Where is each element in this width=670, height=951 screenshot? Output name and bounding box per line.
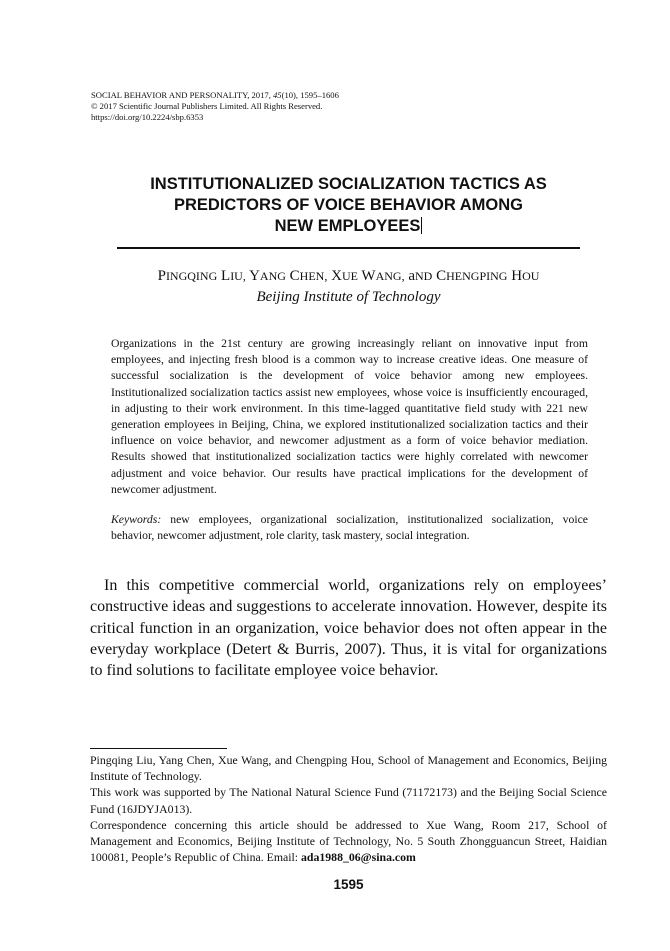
- email-link[interactable]: ada1988_06@sina.com: [301, 850, 416, 865]
- footnote-affiliation: Pingqing Liu, Yang Chen, Xue Wang, and Chengping Hou, School of Management and Economics, Beijing Institute of Technology.: [90, 753, 607, 784]
- affiliation: Beijing Institute of Technology: [256, 289, 441, 305]
- title-line-1: INSTITUTIONALIZED SOCIALIZATION TACTICS AS: [150, 175, 547, 193]
- authors: PINGQING LIU, YANG CHEN, XUE WANG, aND CHENGPING HOU: [157, 268, 540, 284]
- citation-line: [91, 90, 511, 101]
- footnote-correspondence: [90, 817, 607, 866]
- title-line-3: NEW EMPLOYEES: [274, 217, 421, 235]
- article-title: [90, 174, 607, 237]
- keywords: [111, 512, 588, 544]
- keywords-label: Keywords:: [111, 513, 162, 526]
- citation-suffix: (10), 1595–1606: [281, 90, 339, 100]
- citation-prefix: SOCIAL BEHAVIOR AND PERSONALITY, 2017,: [91, 90, 273, 100]
- page-number: 1595: [333, 877, 364, 892]
- footnotes: [90, 752, 607, 865]
- footnote-funding: This work was supported by The National Natural Science Fund (71172173) and the Beijing Social Science Fund (16JDYJA013).: [90, 785, 607, 816]
- title-line-3-wrap: [90, 216, 607, 237]
- text-cursor: [421, 217, 422, 234]
- title-line-2: PREDICTORS OF VOICE BEHAVIOR AMONG: [174, 196, 523, 214]
- doi-link[interactable]: https://doi.org/10.2224/sbp.6353: [91, 112, 204, 122]
- journal-header: [91, 90, 511, 123]
- title-divider: [117, 247, 580, 249]
- footnote-divider: [90, 748, 227, 749]
- citation-volume: 45: [273, 90, 282, 100]
- keywords-text: new employees, organizational socialization, institutionalized socialization, voice behavior, newcomer adjustment, role clarity, task mastery, social integration.: [111, 513, 588, 543]
- copyright-line: © 2017 Scientific Journal Publishers Limited. All Rights Reserved.: [91, 101, 323, 111]
- body-paragraph: In this competitive commercial world, organizations rely on employees’ constructive ideas and suggestions to accelerate innovation. However, despite its critical function in an organization, voice behavior does not often appear in the everyday workplace (Detert & Burris, 2007). Thus, it is vital for organizations to find solutions to facilitate employee voice behavior.: [90, 577, 607, 680]
- correspondence-text: Correspondence concerning this article should be addressed to Xue Wang, Room 217, School of Management and Economics, Beijing Institute of Technology, No. 5 South Zhongguancun Street, Haidian 100081, People’s Republic of China. Email:: [90, 817, 607, 865]
- abstract: Organizations in the 21st century are growing increasingly reliant on innovative input from employees, and injecting fresh blood is a common way to increase creative ideas. One measure of successful socialization is the development of voice behavior among new employees. Institutionalized socialization tactics assist new employees, whose voice is insufficiently encouraged, in adjusting to their work environment. In this time-lagged quantitative field study with 221 new generation employees in Beijing, China, we explored institutionalized socialization tactics and their influence on voice behavior, and newcomer adjustment as a form of voice behavior mediation. Results showed that institutionalized socialization tactics were highly correlated with newcomer adjustment and voice behavior. Our results have practical implications for the development of newcomer adjustment.: [111, 337, 588, 496]
